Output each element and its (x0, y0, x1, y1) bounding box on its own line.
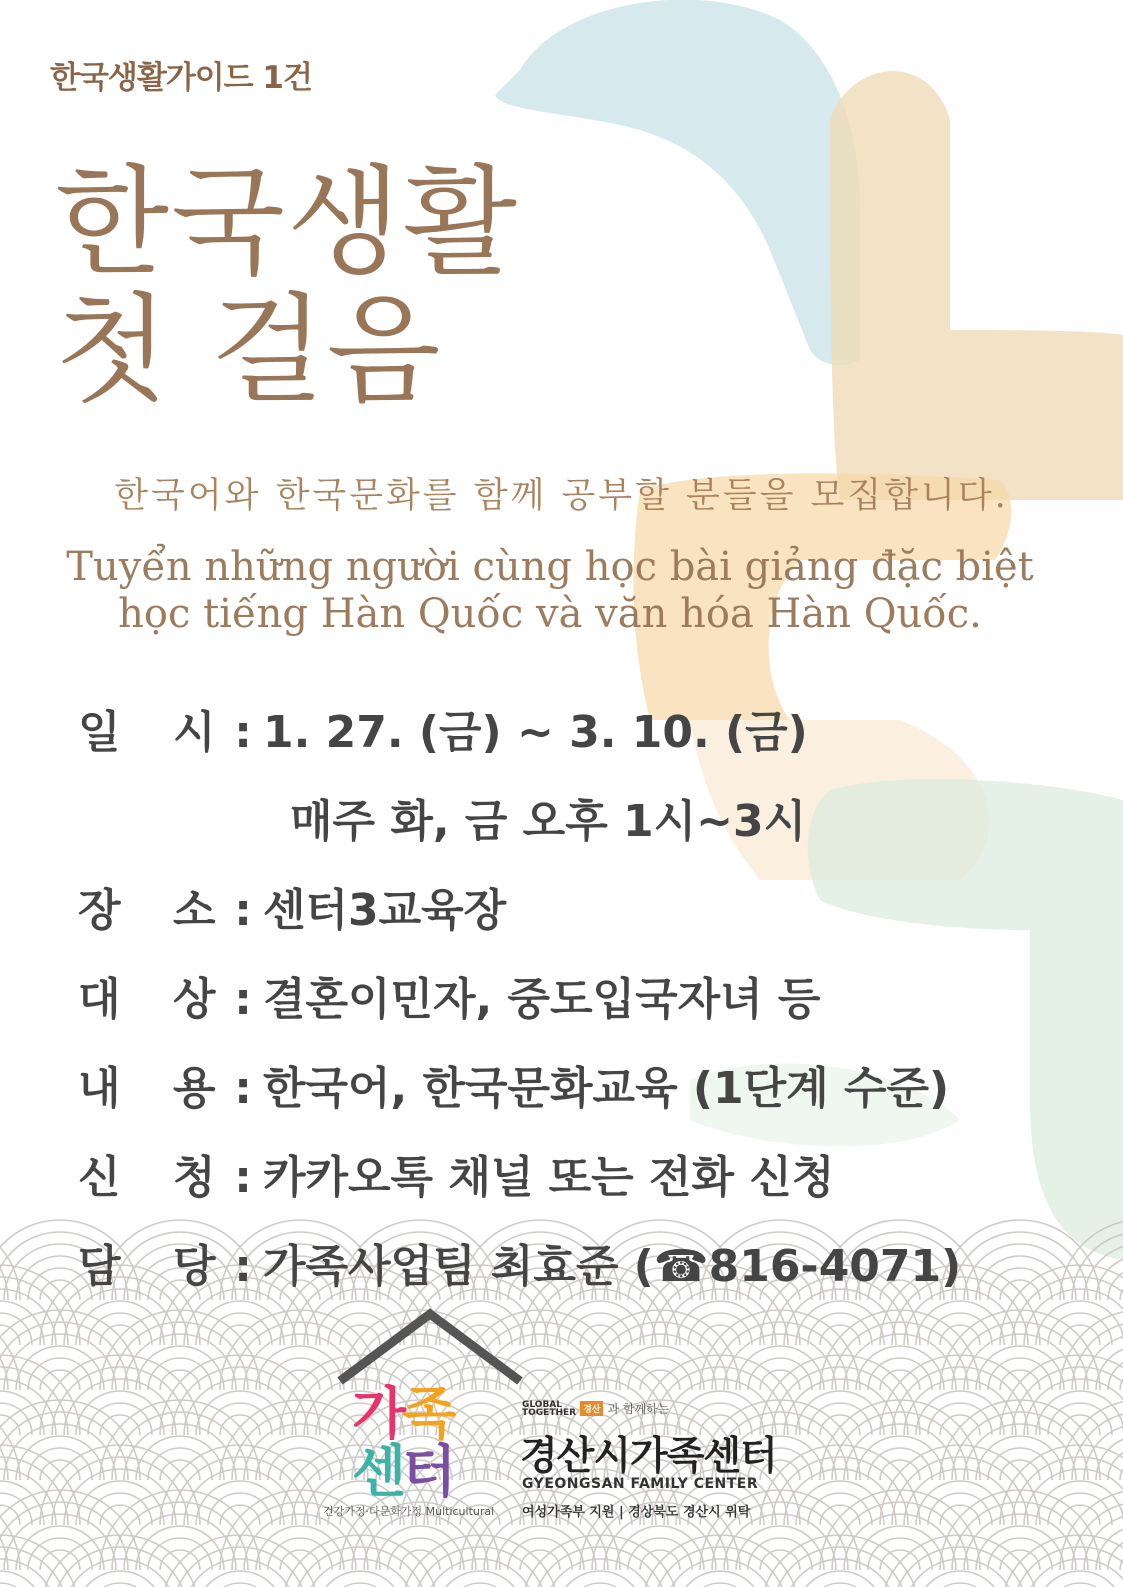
info-value: 센터3교육장 (263, 885, 507, 936)
info-value: 결혼이민자, 중도입국자녀 등 (263, 974, 821, 1025)
info-value: 매주 화, 금 오후 1시~3시 (290, 796, 807, 847)
wave-arc (1060, 1310, 1123, 1390)
info-value: 가족사업팀 최효준 (☎816-4071) (263, 1241, 962, 1292)
info-colon: : (234, 885, 252, 936)
wave-arc (868, 1538, 932, 1570)
wave-arc (1060, 1400, 1123, 1480)
wave-arc (1060, 1505, 1100, 1525)
wave-arc (640, 1370, 680, 1390)
info-value: 카카오톡 채널 또는 전화 신청 (263, 1152, 835, 1203)
wave-arc (988, 1538, 1052, 1570)
logo-char: 족 (402, 1382, 453, 1447)
wave-arc (868, 1448, 932, 1480)
wave-arc (148, 1538, 212, 1570)
wave-arc (568, 1583, 632, 1587)
wave-arc (1048, 1583, 1112, 1587)
wave-arc (820, 1415, 860, 1435)
wave-arc (400, 1535, 560, 1587)
wave-arc (520, 1550, 560, 1570)
wave-arc (448, 1583, 512, 1587)
wave-arc (28, 1538, 92, 1570)
wave-arc (700, 1325, 740, 1345)
subtitle-vietnamese-line-2: học tiếng Hàn Quốc và văn hóa Hàn Quốc. (118, 591, 982, 637)
wave-arc (760, 1535, 920, 1587)
center-name-english: GYEONGSAN FAMILY CENTER (522, 1476, 759, 1492)
wave-arc (640, 1550, 680, 1570)
wave-arc (928, 1583, 992, 1587)
wave-arc (0, 1547, 68, 1587)
wave-arc (76, 1571, 164, 1587)
wave-arc (808, 1493, 872, 1525)
info-colon: : (234, 1241, 252, 1292)
info-colon: : (234, 707, 252, 758)
wave-arc (460, 1415, 500, 1435)
info-label: 상 (173, 974, 216, 1025)
wave-arc (1000, 1460, 1040, 1480)
wave-arc (520, 1535, 680, 1587)
info-value: 한국어, 한국문화교육 (1단계 수준) (263, 1063, 950, 1114)
wave-arc (40, 1280, 80, 1300)
wave-arc (868, 1358, 932, 1390)
wave-arc (28, 1448, 92, 1480)
wave-arc (1048, 1493, 1112, 1525)
info-label: 장 (78, 885, 121, 936)
support-text: 여성가족부 지원 | 경상북도 경산시 위탁 (522, 1505, 751, 1520)
logo-subtext: 건강가정·다문화가정 Multicultural (323, 1505, 495, 1518)
wave-arc (268, 1358, 332, 1390)
wave-arc (88, 1493, 152, 1525)
wave-arc (160, 1550, 200, 1570)
logo-char: 가 (352, 1382, 403, 1447)
wave-arc (436, 1571, 524, 1587)
info-label: 용 (173, 1063, 216, 1114)
title-line-2: 첫 걸음 (55, 281, 443, 419)
wave-arc (1000, 1370, 1040, 1390)
wave-arc (0, 1583, 32, 1587)
wave-arc (1036, 1571, 1123, 1587)
info-label: 소 (173, 885, 216, 936)
wave-arc (988, 1358, 1052, 1390)
wave-arc (760, 1550, 800, 1570)
wave-arc (88, 1403, 152, 1435)
gyeongsan-badge: 경산 (580, 1401, 603, 1416)
wave-arc (940, 1505, 980, 1525)
wave-arc (880, 1535, 1040, 1587)
wave-arc (100, 1505, 140, 1525)
title-line-1: 한국생활 (55, 153, 519, 291)
wave-arc (1060, 1415, 1100, 1435)
info-value: 1. 27. (금) ~ 3. 10. (금) (263, 707, 808, 758)
global-together-logo (522, 1401, 576, 1417)
wave-arc (40, 1535, 200, 1587)
logo-char: 센 (352, 1440, 403, 1505)
info-label: 내 (78, 1063, 121, 1114)
tagline-text: 과 함께하는 (607, 1402, 670, 1416)
wave-arc (280, 1535, 440, 1587)
series-label: 한국생활가이드 1건 (50, 60, 312, 96)
logo-char: 터 (402, 1440, 453, 1505)
wave-arc (628, 1358, 692, 1390)
wave-arc (1084, 1334, 1123, 1390)
wave-arc (196, 1571, 284, 1587)
center-name-korean: 경산시가족센터 (520, 1434, 777, 1479)
wave-arc (880, 1370, 920, 1390)
wave-arc (208, 1493, 272, 1525)
global-together-bottom: TOGETHER (522, 1407, 577, 1418)
wave-arc (1000, 1550, 1040, 1570)
wave-arc (880, 1550, 920, 1570)
wave-arc (628, 1538, 692, 1570)
tagline (522, 1400, 669, 1417)
info-label: 담 (78, 1241, 121, 1292)
wave-arc (988, 1448, 1052, 1480)
wave-arc (400, 1550, 440, 1570)
wave-arc (940, 1415, 980, 1435)
wave-arc (1060, 1490, 1123, 1570)
wave-arc (916, 1571, 1004, 1587)
info-list (78, 696, 1098, 1319)
wave-arc (640, 1535, 800, 1587)
wave-arc (280, 1460, 320, 1480)
wave-arc (208, 1403, 272, 1435)
wave-arc (1060, 1325, 1100, 1345)
wave-arc (88, 1583, 152, 1587)
wave-arc (316, 1571, 404, 1587)
info-row-schedule (78, 696, 1098, 785)
wave-arc (268, 1448, 332, 1480)
info-colon: : (234, 1063, 252, 1114)
info-row-content (78, 1052, 1098, 1141)
wave-arc (388, 1538, 452, 1570)
wave-arc (220, 1325, 260, 1345)
wave-arc (748, 1538, 812, 1570)
wave-arc (220, 1505, 260, 1525)
info-row-schedule-detail (78, 785, 1098, 874)
wave-arc (208, 1583, 272, 1587)
wave-arc (820, 1505, 860, 1525)
wave-arc (508, 1538, 572, 1570)
wave-arc (676, 1571, 764, 1587)
wave-arc (1084, 1424, 1123, 1480)
wave-arc (928, 1493, 992, 1525)
wave-arc (748, 1358, 812, 1390)
info-colon: : (234, 974, 252, 1025)
wave-arc (928, 1403, 992, 1435)
info-row-target (78, 963, 1098, 1052)
info-label: 대 (78, 974, 121, 1025)
info-label: 시 (173, 707, 216, 758)
wave-arc (268, 1538, 332, 1570)
wave-arc (28, 1358, 92, 1390)
wave-arc (940, 1325, 980, 1345)
wave-arc (160, 1535, 320, 1587)
info-row-place (78, 874, 1098, 963)
wave-arc (760, 1370, 800, 1390)
info-colon: : (234, 1152, 252, 1203)
wave-arc (100, 1415, 140, 1435)
info-label: 일 (78, 707, 121, 758)
subtitle-vietnamese (0, 544, 1100, 638)
page-title (55, 153, 519, 419)
wave-arc (820, 1325, 860, 1345)
wave-arc (220, 1415, 260, 1435)
wave-arc (280, 1370, 320, 1390)
wave-arc (280, 1550, 320, 1570)
wave-arc (880, 1460, 920, 1480)
family-center-logo-bottom (352, 1428, 452, 1508)
wave-arc (40, 1550, 80, 1570)
wave-arc (40, 1370, 80, 1390)
wave-arc (1084, 1514, 1123, 1570)
subtitle-korean: 한국어와 한국문화를 함께 공부할 분들을 모집합니다. (114, 476, 1009, 516)
wave-arc (556, 1571, 644, 1587)
wave-arc (808, 1583, 872, 1587)
wave-arc (100, 1325, 140, 1345)
wave-arc (328, 1583, 392, 1587)
info-row-contact (78, 1230, 1098, 1319)
info-label: 청 (173, 1152, 216, 1203)
info-row-apply (78, 1141, 1098, 1230)
subtitle-vietnamese-line-1: Tuyển những người cùng học bài giảng đặc biệt (66, 544, 1034, 590)
wave-arc (688, 1583, 752, 1587)
global-together-top: GLOBAL (522, 1399, 563, 1410)
wave-arc (148, 1358, 212, 1390)
wave-arc (160, 1460, 200, 1480)
wave-arc (148, 1448, 212, 1480)
wave-arc (40, 1460, 80, 1480)
info-label: 신 (78, 1152, 121, 1203)
wave-arc (1048, 1403, 1112, 1435)
wave-arc (160, 1370, 200, 1390)
wave-arc (808, 1403, 872, 1435)
wave-arc (580, 1325, 620, 1345)
info-label: 당 (173, 1241, 216, 1292)
wave-arc (796, 1571, 884, 1587)
